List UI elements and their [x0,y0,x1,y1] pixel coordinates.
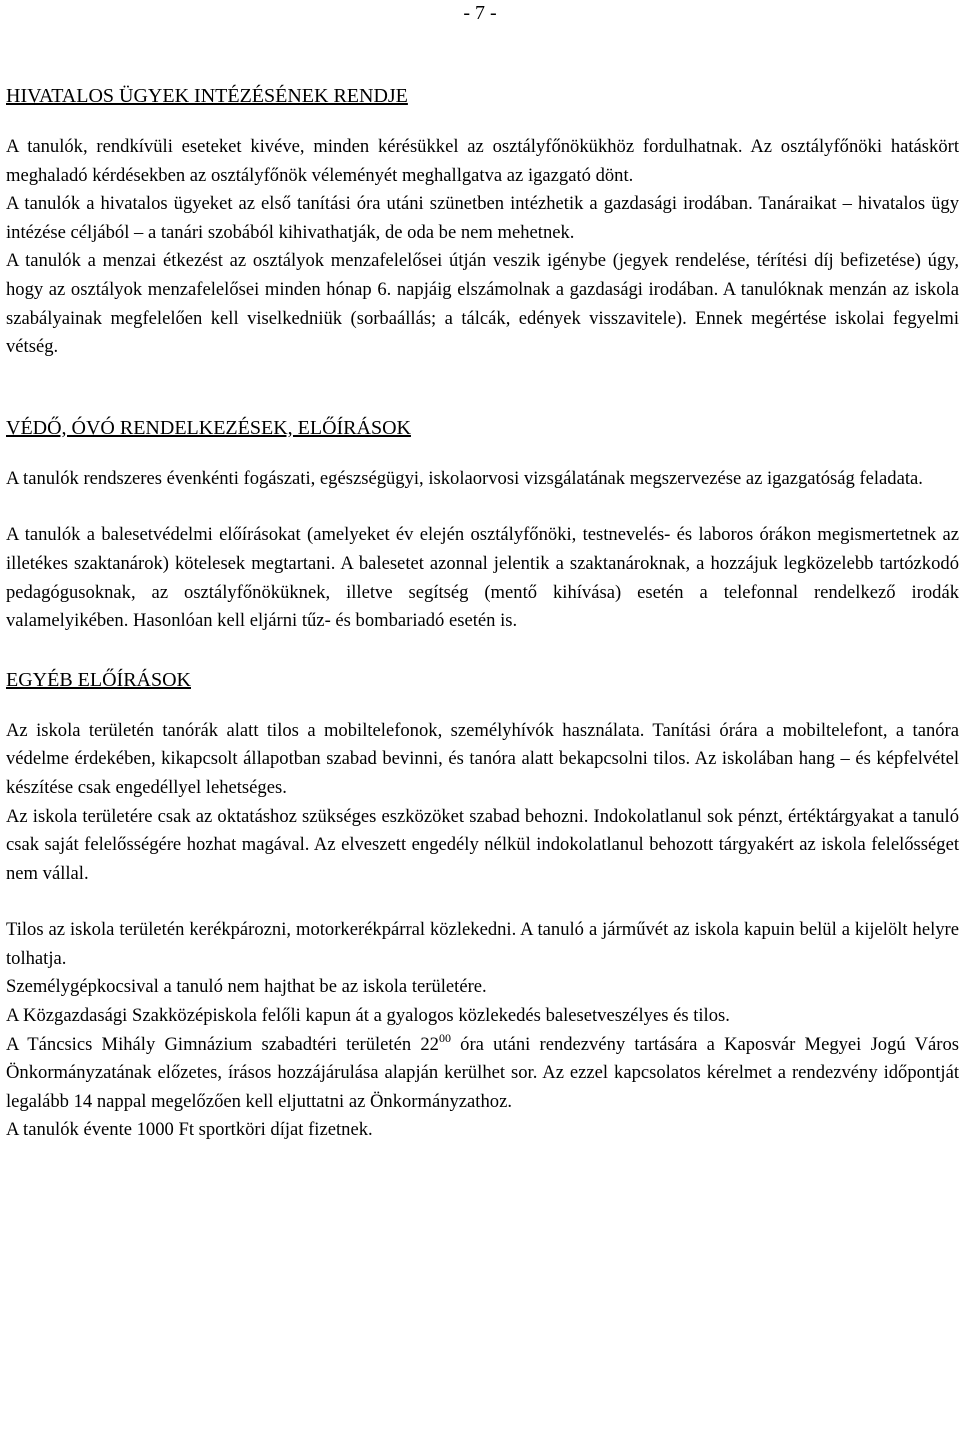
text-run: óra utáni rendezvény tartására a Kaposvár Megyei Jogú Város Önkormányzatának előzetes, írásos hozzájárulása alapján kerülhet sor. Az ezzel kapcsolatos kérelmet a rendezvény időpontját legalább 14 nappal megelőzően kell eljuttatni az Önkormányzathoz. [6,1033,959,1112]
spacer [6,493,959,521]
spacer [6,362,959,414]
paragraph: Tilos az iskola területén kerékpározni, motorkerékpárral közlekedni. A tanuló a járművét az iskola kapuin belül a kijelölt helyre tolhatja. [6,919,959,969]
spacer [6,695,959,717]
paragraph: Az iskola területén tanórák alatt tilos a mobiltelefonok, személyhívók használata. Tanítási órára a mobiltelefont, a tanóra védelme érdekében, kikapcsolt állapotban szabad bevinni, és tanóra alatt bekapcsolni tilos. Az iskolában hang – és képfelvétel készítése csak engedéllyel lehetséges. [6,719,959,798]
paragraph: Az iskola területére csak az oktatáshoz szükséges eszközöket szabad behozni. Indokolatlanul sok pénzt, értéktárgyakat a tanuló csak saját felelősségére hozhat magával. Az elveszett engedély nélkül indokolatlanul behozott tárgyakért az iskola felelősséget nem vállal. [6,805,959,884]
paragraph: A tanulók évente 1000 Ft sportköri díjat fizetnek. [6,1119,373,1141]
spacer [6,111,959,133]
paragraph [6,1031,959,1117]
paragraph: A Közgazdasági Szakközépiskola felőli kapun át a gyalogos közlekedés balesetveszélyes és tilos. [6,1005,730,1027]
page-number: - 7 - [463,2,497,24]
paragraph: A tanulók a balesetvédelmi előírásokat (amelyeket év elején osztályfőnöki, testnevelés- és laboros órákon megismertetnek az illetékes szaktanárok) kötelesek megtartani. A balesetet azonnal jelentik a szaktanároknak, a hozzájuk legközelebb tartózkodó pedagógusoknak, az osztályfőnöküknek, illetve segítség (mentő kihívása) esetén a telefonnal rendelkező irodák valamelyikében. Hasonlóan kell eljárni tűz- és bombariadó esetén is. [6,524,959,632]
section-heading-protective-rules: VÉDŐ, ÓVÓ RENDELKEZÉSEK, ELŐÍRÁSOK [6,416,411,439]
spacer [6,636,959,666]
paragraph: A tanulók, rendkívüli eseteket kivéve, minden kérésükkel az osztályfőnökükhöz fordulhatnak. Az osztályfőnöki hatáskört meghaladó kérdésekben az osztályfőnök véleményét meghallgatva az igazgató dönt. [6,136,959,186]
text-run: A Táncsics Mihály Gimnázium szabadtéri területén 22 [6,1033,439,1055]
paragraph: A tanulók a menzai étkezést az osztályok menzafelelősei útján veszik igénybe (jegyek rendelése, térítési díj befizetése) úgy, hogy az osztályok menzafelelősei minden hónap 6. napjáig elszámolnak a gazdasági irodában. A tanulóknak menzán az iskola szabályainak megfelelően kell viselkedniük (sorbaállás; a tálcák, edények visszavitele). Ennek megértése iskolai fegyelmi vétség. [6,250,959,358]
spacer [6,443,959,465]
paragraph: Személygépkocsival a tanuló nem hajthat be az iskola területére. [6,976,487,998]
document-body [6,82,959,1145]
superscript: 00 [438,1030,451,1045]
section-heading-official-affairs: HIVATALOS ÜGYEK INTÉZÉSÉNEK RENDJE [6,85,408,107]
paragraph: A tanulók rendszeres évenkénti fogászati, egészségügyi, iskolaorvosi vizsgálatának megszervezése az igazgatóság feladata. [6,467,923,489]
section-heading-other-rules: EGYÉB ELŐÍRÁSOK [6,668,191,691]
paragraph: A tanulók a hivatalos ügyeket az első tanítási óra utáni szünetben intézhetik a gazdasági irodában. Tanáraikat – hivatalos ügy intézése céljából – a tanári szobából kihivathatják, de oda be nem mehetnek. [6,193,959,243]
spacer [6,888,959,916]
